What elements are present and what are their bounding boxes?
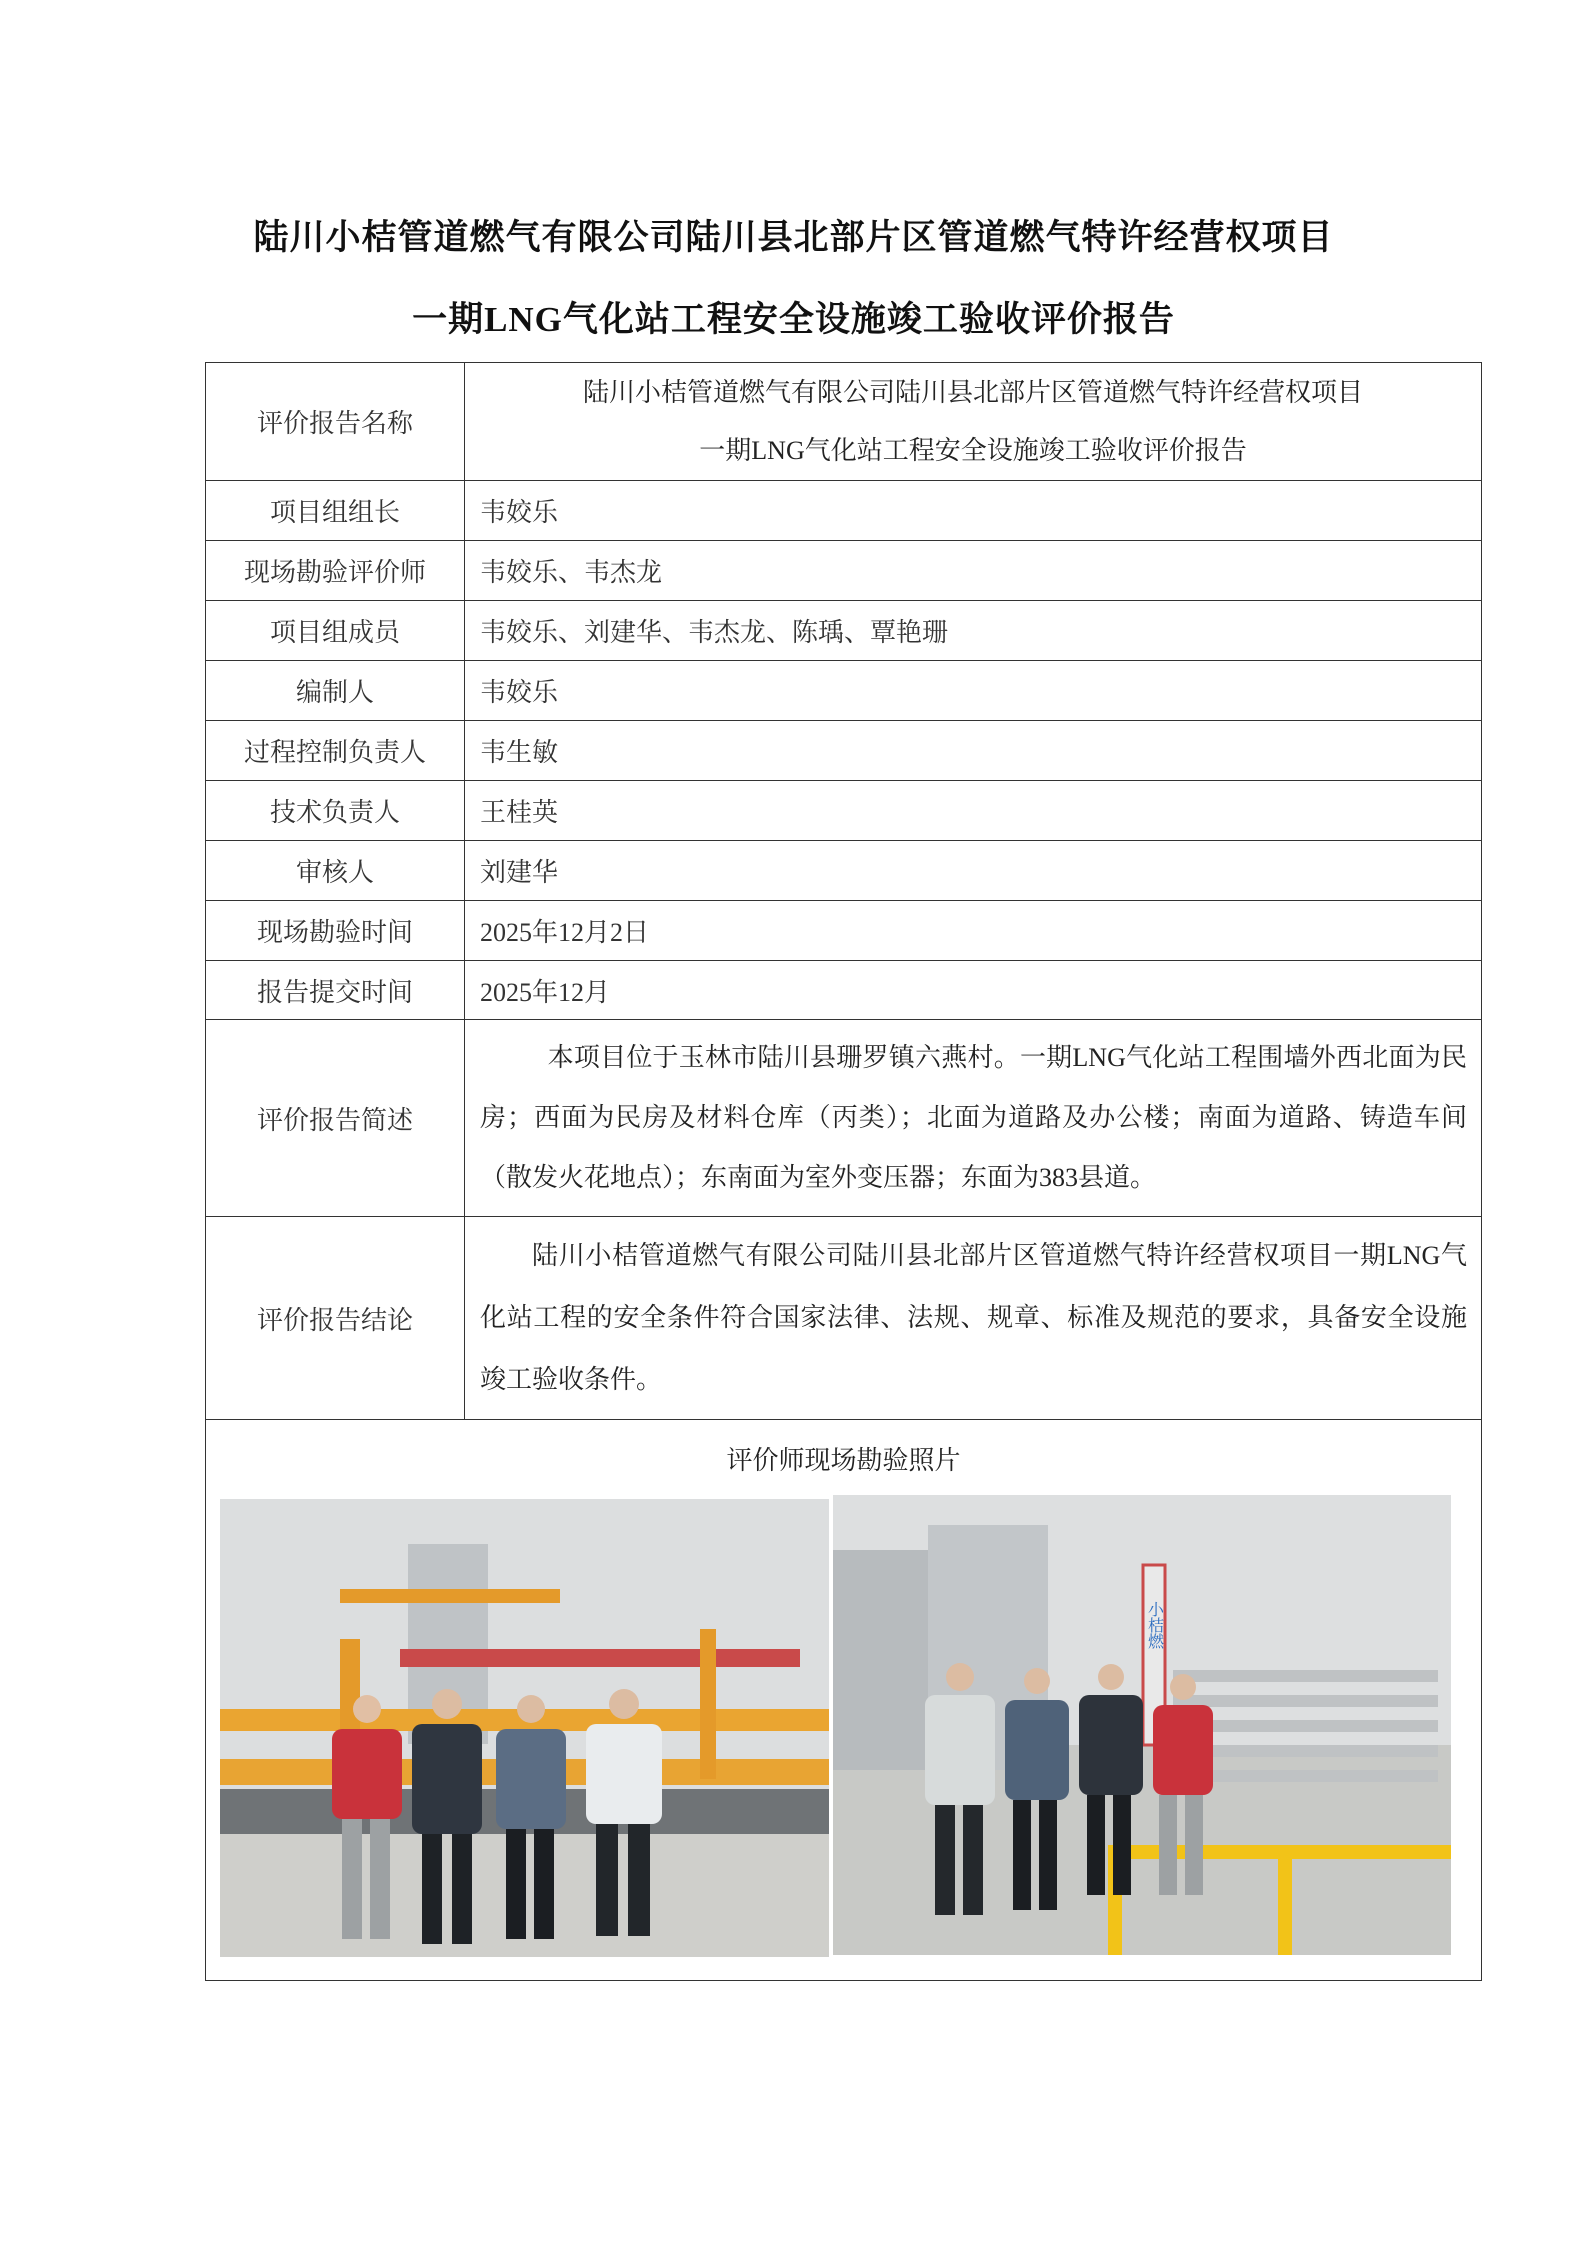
table-row-conclusion <box>206 1217 1482 1420</box>
row-label: 项目组成员 <box>206 601 465 661</box>
row-value: 韦生敏 <box>465 721 1482 781</box>
row-label: 现场勘验评价师 <box>206 541 465 601</box>
summary-label: 评价报告简述 <box>206 1020 465 1217</box>
row-value: 2025年12月 <box>465 961 1482 1020</box>
row-value: 韦姣乐、韦杰龙 <box>465 541 1482 601</box>
row-value: 韦姣乐 <box>465 481 1482 541</box>
report-name-label: 评价报告名称 <box>206 363 465 481</box>
row-value: 刘建华 <box>465 841 1482 901</box>
photos-row <box>206 1499 1481 1957</box>
document-title-line2: 一期LNG气化站工程安全设施竣工验收评价报告 <box>412 300 1175 339</box>
site-photo-1 <box>220 1499 829 1957</box>
row-label: 技术负责人 <box>206 781 465 841</box>
table-row-summary <box>206 1020 1482 1217</box>
row-label: 审核人 <box>206 841 465 901</box>
row-value: 王桂英 <box>465 781 1482 841</box>
table-row <box>206 541 1482 601</box>
table-row-photos <box>206 1420 1482 1981</box>
sign-text: 小桔燃 <box>1145 1601 1163 1649</box>
table-row <box>206 841 1482 901</box>
report-name-value <box>465 363 1482 481</box>
report-name-line1: 陆川小桔管道燃气有限公司陆川县北部片区管道燃气特许经营权项目 <box>582 377 1363 407</box>
row-value: 韦姣乐 <box>465 661 1482 721</box>
row-label: 过程控制负责人 <box>206 721 465 781</box>
summary-paragraph: 本项目位于玉林市陆川县珊罗镇六燕村。一期LNG气化站工程围墙外西北面为民房；西面为民房及材料仓库（丙类）；北面为道路及办公楼；南面为道路、铸造车间（散发火花地点）；东南面为室外变压器；东面为383县道。 <box>480 1043 1467 1192</box>
report-info-table <box>205 362 1482 1981</box>
table-row-report-name <box>206 363 1482 481</box>
document-title-line1: 陆川小桔管道燃气有限公司陆川县北部片区管道燃气特许经营权项目 <box>253 218 1334 257</box>
conclusion-paragraph: 陆川小桔管道燃气有限公司陆川县北部片区管道燃气特许经营权项目一期LNG气化站工程的安全条件符合国家法律、法规、规章、标准及规范的要求，具备安全设施竣工验收条件。 <box>480 1241 1467 1394</box>
table-row <box>206 961 1482 1020</box>
photos-cell <box>206 1420 1482 1981</box>
summary-text <box>465 1020 1482 1217</box>
row-label: 现场勘验时间 <box>206 901 465 961</box>
table-row <box>206 601 1482 661</box>
row-value: 韦姣乐、刘建华、韦杰龙、陈瑀、覃艳珊 <box>465 601 1482 661</box>
conclusion-text <box>465 1217 1482 1420</box>
report-name-line2: 一期LNG气化站工程安全设施竣工验收评价报告 <box>699 435 1247 465</box>
conclusion-label: 评价报告结论 <box>206 1217 465 1420</box>
row-label: 编制人 <box>206 661 465 721</box>
table-row <box>206 781 1482 841</box>
table-row <box>206 481 1482 541</box>
table-row <box>206 901 1482 961</box>
table-row <box>206 661 1482 721</box>
site-photo-2 <box>833 1495 1451 1955</box>
photos-caption: 评价师现场勘验照片 <box>726 1446 961 1475</box>
table-row <box>206 721 1482 781</box>
row-label: 项目组组长 <box>206 481 465 541</box>
row-label: 报告提交时间 <box>206 961 465 1020</box>
row-value: 2025年12月2日 <box>465 901 1482 961</box>
